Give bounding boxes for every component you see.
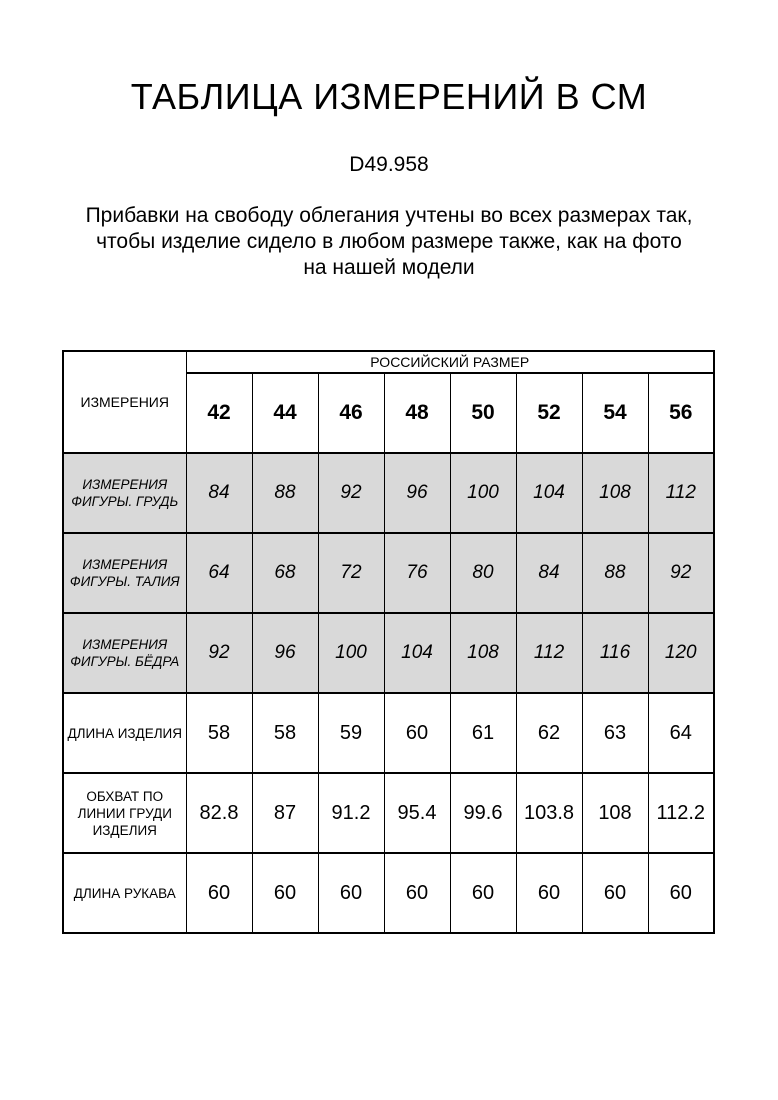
fit-note-line: Прибавки на свободу облегания учтены во всех размерах так, (85, 204, 693, 227)
value-cell: 91.2 (318, 773, 384, 853)
row-label: ОБХВАТ ПО ЛИНИИ ГРУДИ ИЗДЕЛИЯ (63, 773, 186, 853)
value-cell: 99.6 (450, 773, 516, 853)
row-label: ИЗМЕРЕНИЯ ФИГУРЫ. ТАЛИЯ (63, 533, 186, 613)
row-label: ИЗМЕРЕНИЯ ФИГУРЫ. БЁДРА (63, 613, 186, 693)
value-cell: 95.4 (384, 773, 450, 853)
value-cell: 59 (318, 693, 384, 773)
value-cell: 60 (384, 693, 450, 773)
value-cell: 120 (648, 613, 714, 693)
table-row-product-chest-girth (63, 773, 714, 853)
value-cell: 88 (252, 453, 318, 533)
size-cell: 46 (318, 373, 384, 453)
value-cell: 72 (318, 533, 384, 613)
value-cell: 87 (252, 773, 318, 853)
value-cell: 92 (186, 613, 252, 693)
value-cell: 96 (252, 613, 318, 693)
value-cell: 60 (186, 853, 252, 933)
model-code: D49.958 (349, 153, 429, 176)
value-cell: 92 (648, 533, 714, 613)
table-row-figure-hips (63, 613, 714, 693)
value-cell: 108 (450, 613, 516, 693)
group-header-cell: РОССИЙСКИЙ РАЗМЕР (186, 351, 714, 373)
value-cell: 88 (582, 533, 648, 613)
value-cell: 112.2 (648, 773, 714, 853)
value-cell: 60 (384, 853, 450, 933)
table-row-product-sleeve (63, 853, 714, 933)
value-cell: 76 (384, 533, 450, 613)
value-cell: 60 (582, 853, 648, 933)
value-cell: 112 (648, 453, 714, 533)
value-cell: 82.8 (186, 773, 252, 853)
size-cell: 56 (648, 373, 714, 453)
fit-note-line: на нашей модели (303, 256, 475, 279)
value-cell: 108 (582, 773, 648, 853)
table-row-product-length (63, 693, 714, 773)
row-label: ДЛИНА ИЗДЕЛИЯ (63, 693, 186, 773)
value-cell: 112 (516, 613, 582, 693)
table-row-figure-chest (63, 453, 714, 533)
value-cell: 103.8 (516, 773, 582, 853)
size-cell: 50 (450, 373, 516, 453)
value-cell: 63 (582, 693, 648, 773)
value-cell: 104 (384, 613, 450, 693)
value-cell: 64 (648, 693, 714, 773)
value-cell: 62 (516, 693, 582, 773)
value-cell: 58 (186, 693, 252, 773)
value-cell: 104 (516, 453, 582, 533)
value-cell: 60 (252, 853, 318, 933)
row-label: ИЗМЕРЕНИЯ ФИГУРЫ. ГРУДЬ (63, 453, 186, 533)
value-cell: 84 (516, 533, 582, 613)
value-cell: 100 (318, 613, 384, 693)
page-title: ТАБЛИЦА ИЗМЕРЕНИЙ В СМ (130, 76, 648, 117)
value-cell: 60 (648, 853, 714, 933)
size-cell: 48 (384, 373, 450, 453)
measurements-table (62, 350, 715, 934)
value-cell: 96 (384, 453, 450, 533)
value-cell: 60 (516, 853, 582, 933)
value-cell: 100 (450, 453, 516, 533)
value-cell: 108 (582, 453, 648, 533)
value-cell: 116 (582, 613, 648, 693)
value-cell: 92 (318, 453, 384, 533)
size-cell: 54 (582, 373, 648, 453)
table-header-row (63, 351, 714, 373)
size-cell: 44 (252, 373, 318, 453)
row-label: ДЛИНА РУКАВА (63, 853, 186, 933)
fit-note-line: чтобы изделие сидело в любом размере также, как на фото (96, 230, 682, 253)
value-cell: 60 (450, 853, 516, 933)
value-cell: 68 (252, 533, 318, 613)
value-cell: 60 (318, 853, 384, 933)
corner-header-cell: ИЗМЕРЕНИЯ (63, 351, 186, 453)
value-cell: 58 (252, 693, 318, 773)
value-cell: 64 (186, 533, 252, 613)
value-cell: 61 (450, 693, 516, 773)
table-row-figure-waist (63, 533, 714, 613)
size-cell: 52 (516, 373, 582, 453)
size-cell: 42 (186, 373, 252, 453)
fit-note (0, 203, 778, 281)
value-cell: 80 (450, 533, 516, 613)
value-cell: 84 (186, 453, 252, 533)
